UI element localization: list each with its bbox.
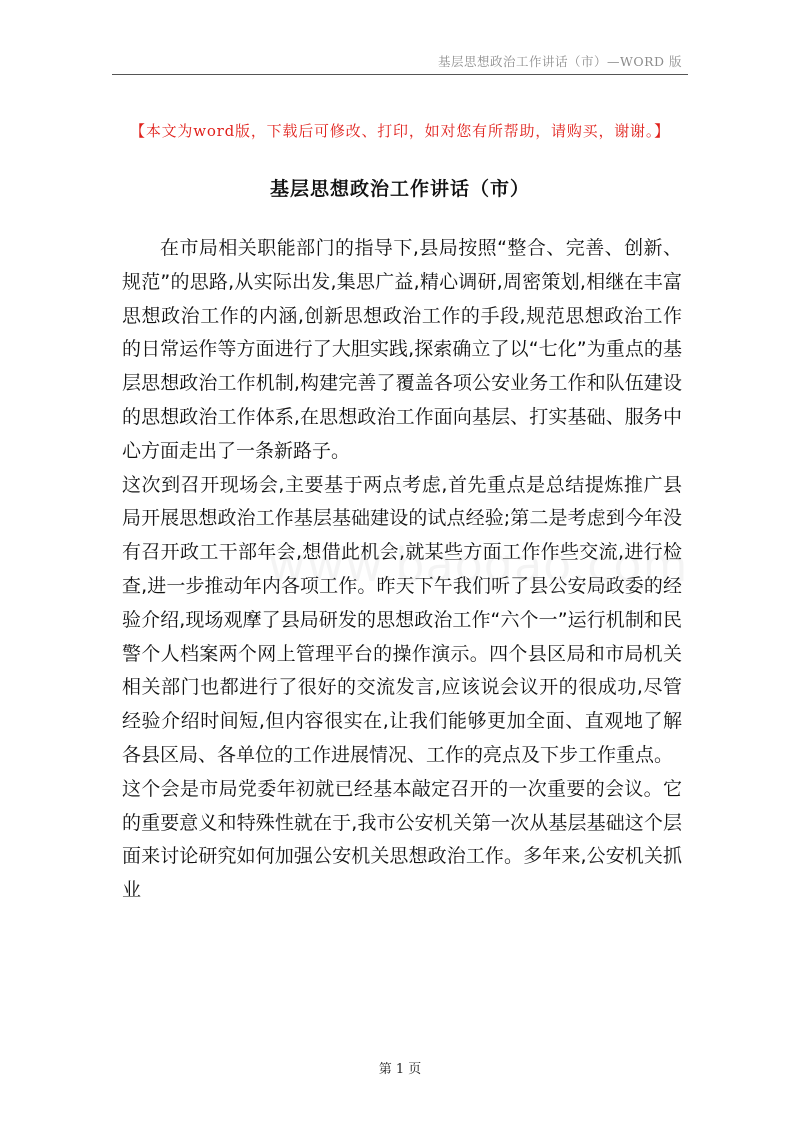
paragraph: 在市局相关职能部门的指导下,县局按照“整合、完善、创新、规范”的思路,从实际出发,集思广益,精心调研,周密策划,相继在丰富思想政治工作的内涵,创新思想政治工作的手段,规范思想政治工作的日常运作等方面进行了大胆实践,探索确立了以“七化”为重点的基层思想政治工作机制,构建完善了覆盖各项公安业务工作和队伍建设的思想政治工作体系,在思想政治工作面向基层、打实基础、服务中心方面走出了一条新路子。 <box>122 237 682 462</box>
download-notice: 【本文为word版，下载后可修改、打印，如对您有所帮助，请购买，谢谢。】 <box>130 122 670 140</box>
paragraph: 这个会是市局党委年初就已经基本敲定召开的一次重要的会议。它的重要意义和特殊性就在于,我市公安机关第一次从基层基础这个层面来讨论研究如何加强公安机关思想政治工作。多年来,公安机关抓业 <box>122 777 682 902</box>
page-title: 基层思想政治工作讲话（市） <box>269 178 530 200</box>
document-body <box>122 232 682 908</box>
page-number: 第 1 页 <box>378 1062 422 1077</box>
paragraph: 这次到召开现场会,主要基于两点考虑,首先重点是总结提炼推广县局开展思想政治工作基层基础建设的试点经验;第二是考虑到今年没有召开政工干部年会,想借此机会,就某些方面工作作些交流,进行检查,进一步推动年内各项工作。昨天下午我们听了县公安局政委的经验介绍,现场观摩了县局研发的思想政治工作“六个一”运行机制和民警个人档案两个网上管理平台的操作演示。四个县区局和市局机关相关部门也都进行了很好的交流发言,应该说会议开的很成功,尽管经验介绍时间短,但内容很实在,让我们能够更加全面、直观地了解各县区局、各单位的工作进展情况、工作的亮点及下步工作重点。 <box>122 473 682 766</box>
running-header: 基层思想政治工作讲话（市）—WORD 版 <box>437 54 682 69</box>
header-divider <box>112 74 688 75</box>
